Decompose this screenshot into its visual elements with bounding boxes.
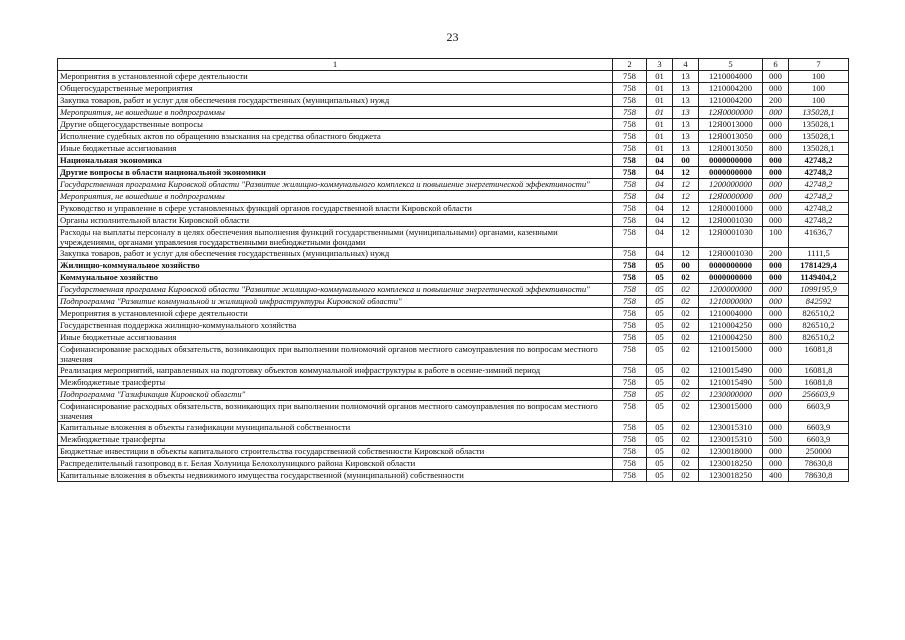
code-cell: 758 xyxy=(613,422,647,434)
row-label: Софинансирование расходных обязательств, возникающих при выполнении полномочий органов местного самоуправления по вопросам местного значения xyxy=(58,401,613,422)
code-cell: 13 xyxy=(673,95,699,107)
code-cell: 758 xyxy=(613,119,647,131)
code-cell: 000 xyxy=(763,215,789,227)
code-cell: 12 xyxy=(673,248,699,260)
row-label: Распределительный газопровод в г. Белая Холуница Белохолуницкого района Кировской области xyxy=(58,458,613,470)
code-cell: 758 xyxy=(613,344,647,365)
code-cell: 12Я0013050 xyxy=(699,143,763,155)
code-cell: 05 xyxy=(647,308,673,320)
column-header: 6 xyxy=(763,59,789,71)
code-cell: 12 xyxy=(673,167,699,179)
code-cell: 000 xyxy=(763,203,789,215)
code-cell: 000 xyxy=(763,107,789,119)
code-cell: 000 xyxy=(763,131,789,143)
table-row xyxy=(58,446,849,458)
code-cell: 000 xyxy=(763,308,789,320)
code-cell: 000 xyxy=(763,71,789,83)
code-cell: 758 xyxy=(613,365,647,377)
code-cell: 000 xyxy=(763,83,789,95)
row-label: Мероприятия, не вошедшие в подпрограммы xyxy=(58,191,613,203)
code-cell: 04 xyxy=(647,155,673,167)
code-cell: 200 xyxy=(763,95,789,107)
table-row xyxy=(58,365,849,377)
code-cell: 758 xyxy=(613,83,647,95)
row-label: Иные бюджетные ассигнования xyxy=(58,332,613,344)
code-cell: 1230018250 xyxy=(699,458,763,470)
amount-cell: 1149404,2 xyxy=(789,272,849,284)
code-cell: 000 xyxy=(763,458,789,470)
code-cell: 758 xyxy=(613,284,647,296)
table-header-row xyxy=(58,59,849,71)
code-cell: 758 xyxy=(613,470,647,482)
code-cell: 758 xyxy=(613,296,647,308)
code-cell: 1230015310 xyxy=(699,434,763,446)
code-cell: 1230015000 xyxy=(699,401,763,422)
code-cell: 02 xyxy=(673,422,699,434)
code-cell: 000 xyxy=(763,446,789,458)
amount-cell: 250000 xyxy=(789,446,849,458)
amount-cell: 1111,5 xyxy=(789,248,849,260)
code-cell: 400 xyxy=(763,470,789,482)
row-label: Закупка товаров, работ и услуг для обеспечения государственных (муниципальных) нужд xyxy=(58,95,613,107)
code-cell: 12 xyxy=(673,191,699,203)
code-cell: 758 xyxy=(613,272,647,284)
row-label: Расходы на выплаты персоналу в целях обеспечения выполнения функций государственными (муниципальными) органами, казенными учреждениями, органами управления государственными внебюджетными фондами xyxy=(58,227,613,248)
code-cell: 05 xyxy=(647,422,673,434)
code-cell: 04 xyxy=(647,215,673,227)
row-label: Мероприятия в установленной сфере деятельности xyxy=(58,71,613,83)
table-row xyxy=(58,248,849,260)
amount-cell: 826510,2 xyxy=(789,332,849,344)
budget-table xyxy=(57,58,849,482)
code-cell: 000 xyxy=(763,422,789,434)
code-cell: 758 xyxy=(613,155,647,167)
row-label: Органы исполнительной власти Кировской области xyxy=(58,215,613,227)
code-cell: 05 xyxy=(647,389,673,401)
table-row xyxy=(58,215,849,227)
amount-cell: 826510,2 xyxy=(789,308,849,320)
code-cell: 04 xyxy=(647,167,673,179)
code-cell: 02 xyxy=(673,389,699,401)
code-cell: 000 xyxy=(763,389,789,401)
code-cell: 758 xyxy=(613,191,647,203)
code-cell: 000 xyxy=(763,272,789,284)
table-row xyxy=(58,107,849,119)
code-cell: 01 xyxy=(647,107,673,119)
code-cell: 12Я0013000 xyxy=(699,119,763,131)
code-cell: 12Я0000000 xyxy=(699,107,763,119)
amount-cell: 16081,8 xyxy=(789,365,849,377)
code-cell: 02 xyxy=(673,344,699,365)
code-cell: 02 xyxy=(673,377,699,389)
amount-cell: 42748,2 xyxy=(789,155,849,167)
code-cell: 02 xyxy=(673,332,699,344)
row-label: Жилищно-коммунальное хозяйство xyxy=(58,260,613,272)
code-cell: 05 xyxy=(647,401,673,422)
table-row xyxy=(58,434,849,446)
table-row xyxy=(58,284,849,296)
amount-cell: 42748,2 xyxy=(789,191,849,203)
code-cell: 1210004200 xyxy=(699,95,763,107)
column-header: 3 xyxy=(647,59,673,71)
table-row xyxy=(58,71,849,83)
code-cell: 1230018000 xyxy=(699,446,763,458)
code-cell: 02 xyxy=(673,284,699,296)
code-cell: 1210004200 xyxy=(699,83,763,95)
column-header: 7 xyxy=(789,59,849,71)
row-label: Подпрограмма "Газификация Кировской области" xyxy=(58,389,613,401)
code-cell: 04 xyxy=(647,191,673,203)
table-row xyxy=(58,143,849,155)
code-cell: 500 xyxy=(763,434,789,446)
amount-cell: 842592 xyxy=(789,296,849,308)
code-cell: 01 xyxy=(647,119,673,131)
code-cell: 1230015310 xyxy=(699,422,763,434)
code-cell: 000 xyxy=(763,119,789,131)
table-row xyxy=(58,155,849,167)
code-cell: 758 xyxy=(613,320,647,332)
code-cell: 05 xyxy=(647,377,673,389)
amount-cell: 42748,2 xyxy=(789,203,849,215)
code-cell: 05 xyxy=(647,284,673,296)
code-cell: 758 xyxy=(613,401,647,422)
amount-cell: 16081,8 xyxy=(789,344,849,365)
code-cell: 758 xyxy=(613,260,647,272)
code-cell: 13 xyxy=(673,131,699,143)
table-row xyxy=(58,260,849,272)
code-cell: 0000000000 xyxy=(699,155,763,167)
code-cell: 13 xyxy=(673,71,699,83)
code-cell: 05 xyxy=(647,434,673,446)
row-label: Софинансирование расходных обязательств, возникающих при выполнении полномочий органов местного самоуправления по вопросам местного значения xyxy=(58,344,613,365)
code-cell: 1210004000 xyxy=(699,308,763,320)
code-cell: 000 xyxy=(763,401,789,422)
code-cell: 12Я0001030 xyxy=(699,248,763,260)
code-cell: 02 xyxy=(673,272,699,284)
code-cell: 758 xyxy=(613,107,647,119)
code-cell: 000 xyxy=(763,296,789,308)
code-cell: 12 xyxy=(673,203,699,215)
code-cell: 12Я0001000 xyxy=(699,203,763,215)
code-cell: 758 xyxy=(613,203,647,215)
code-cell: 1210015490 xyxy=(699,377,763,389)
code-cell: 12 xyxy=(673,215,699,227)
table-row xyxy=(58,296,849,308)
row-label: Бюджетные инвестиции в объекты капитального строительства государственной собственности Кировской области xyxy=(58,446,613,458)
amount-cell: 78630,8 xyxy=(789,470,849,482)
table-row xyxy=(58,95,849,107)
row-label: Подпрограмма "Развитие коммунальной и жилищной инфраструктуры Кировской области" xyxy=(58,296,613,308)
code-cell: 01 xyxy=(647,95,673,107)
row-label: Мероприятия в установленной сфере деятельности xyxy=(58,308,613,320)
table-row xyxy=(58,377,849,389)
code-cell: 0000000000 xyxy=(699,260,763,272)
table-row xyxy=(58,131,849,143)
table-row xyxy=(58,320,849,332)
code-cell: 758 xyxy=(613,377,647,389)
row-label: Реализация мероприятий, направленных на подготовку объектов коммунальной инфраструктуры к работе в осенне-зимний период xyxy=(58,365,613,377)
code-cell: 05 xyxy=(647,446,673,458)
code-cell: 04 xyxy=(647,203,673,215)
table-row xyxy=(58,119,849,131)
code-cell: 02 xyxy=(673,365,699,377)
table-row xyxy=(58,272,849,284)
code-cell: 000 xyxy=(763,260,789,272)
amount-cell: 41636,7 xyxy=(789,227,849,248)
code-cell: 000 xyxy=(763,155,789,167)
code-cell: 02 xyxy=(673,434,699,446)
row-label: Иные бюджетные ассигнования xyxy=(58,143,613,155)
row-label: Национальная экономика xyxy=(58,155,613,167)
code-cell: 04 xyxy=(647,179,673,191)
amount-cell: 16081,8 xyxy=(789,377,849,389)
code-cell: 05 xyxy=(647,272,673,284)
amount-cell: 135028,1 xyxy=(789,107,849,119)
table-row xyxy=(58,344,849,365)
table-row xyxy=(58,203,849,215)
code-cell: 01 xyxy=(647,131,673,143)
amount-cell: 6603,9 xyxy=(789,422,849,434)
row-label: Капитальные вложения в объекты недвижимого имущества государственной (муниципальной) собственности xyxy=(58,470,613,482)
amount-cell: 6603,9 xyxy=(789,434,849,446)
code-cell: 04 xyxy=(647,248,673,260)
row-label: Межбюджетные трансферты xyxy=(58,377,613,389)
code-cell: 12Я0000000 xyxy=(699,191,763,203)
amount-cell: 42748,2 xyxy=(789,167,849,179)
code-cell: 12 xyxy=(673,179,699,191)
table-row xyxy=(58,227,849,248)
code-cell: 758 xyxy=(613,143,647,155)
column-header: 2 xyxy=(613,59,647,71)
code-cell: 13 xyxy=(673,107,699,119)
code-cell: 00 xyxy=(673,155,699,167)
row-label: Другие общегосударственные вопросы xyxy=(58,119,613,131)
code-cell: 1230000000 xyxy=(699,389,763,401)
code-cell: 1210000000 xyxy=(699,296,763,308)
table-row xyxy=(58,167,849,179)
code-cell: 12Я0001030 xyxy=(699,227,763,248)
amount-cell: 42748,2 xyxy=(789,215,849,227)
code-cell: 02 xyxy=(673,470,699,482)
table-row xyxy=(58,83,849,95)
code-cell: 02 xyxy=(673,458,699,470)
code-cell: 758 xyxy=(613,332,647,344)
code-cell: 758 xyxy=(613,95,647,107)
column-header: 1 xyxy=(58,59,613,71)
page-number: 23 xyxy=(446,30,459,44)
code-cell: 05 xyxy=(647,458,673,470)
table-row xyxy=(58,332,849,344)
code-cell: 1210015490 xyxy=(699,365,763,377)
row-label: Другие вопросы в области национальной экономики xyxy=(58,167,613,179)
code-cell: 12Я0013050 xyxy=(699,131,763,143)
code-cell: 05 xyxy=(647,344,673,365)
code-cell: 758 xyxy=(613,215,647,227)
code-cell: 758 xyxy=(613,389,647,401)
row-label: Руководство и управление в сфере установленных функций органов государственной власти Кировской области xyxy=(58,203,613,215)
code-cell: 05 xyxy=(647,320,673,332)
code-cell: 02 xyxy=(673,446,699,458)
amount-cell: 6603,9 xyxy=(789,401,849,422)
code-cell: 758 xyxy=(613,71,647,83)
code-cell: 12 xyxy=(673,227,699,248)
table-row xyxy=(58,422,849,434)
code-cell: 02 xyxy=(673,320,699,332)
code-cell: 758 xyxy=(613,308,647,320)
code-cell: 100 xyxy=(763,227,789,248)
table-row xyxy=(58,401,849,422)
row-label: Капитальные вложения в объекты газификации муниципальной собственности xyxy=(58,422,613,434)
code-cell: 1210015000 xyxy=(699,344,763,365)
table-row xyxy=(58,308,849,320)
code-cell: 000 xyxy=(763,191,789,203)
row-label: Мероприятия, не вошедшие в подпрограммы xyxy=(58,107,613,119)
code-cell: 758 xyxy=(613,248,647,260)
code-cell: 200 xyxy=(763,248,789,260)
code-cell: 758 xyxy=(613,227,647,248)
code-cell: 05 xyxy=(647,332,673,344)
table-row xyxy=(58,191,849,203)
column-header: 4 xyxy=(673,59,699,71)
row-label: Государственная программа Кировской области "Развитие жилищно-коммунального комплекса и повышение энергетической эффективности" xyxy=(58,179,613,191)
row-label: Государственная поддержка жилищно-коммунального хозяйства xyxy=(58,320,613,332)
code-cell: 04 xyxy=(647,227,673,248)
amount-cell: 256603,9 xyxy=(789,389,849,401)
amount-cell: 826510,2 xyxy=(789,320,849,332)
code-cell: 000 xyxy=(763,320,789,332)
code-cell: 02 xyxy=(673,401,699,422)
code-cell: 0000000000 xyxy=(699,167,763,179)
row-label: Закупка товаров, работ и услуг для обеспечения государственных (муниципальных) нужд xyxy=(58,248,613,260)
row-label: Исполнение судебных актов по обращению взыскания на средства областного бюджета xyxy=(58,131,613,143)
code-cell: 01 xyxy=(647,143,673,155)
code-cell: 00 xyxy=(673,260,699,272)
amount-cell: 135028,1 xyxy=(789,131,849,143)
code-cell: 1200000000 xyxy=(699,179,763,191)
code-cell: 13 xyxy=(673,119,699,131)
code-cell: 02 xyxy=(673,308,699,320)
table-row xyxy=(58,458,849,470)
row-label: Общегосударственные мероприятия xyxy=(58,83,613,95)
code-cell: 800 xyxy=(763,332,789,344)
code-cell: 1210004250 xyxy=(699,320,763,332)
code-cell: 12Я0001030 xyxy=(699,215,763,227)
code-cell: 758 xyxy=(613,458,647,470)
code-cell: 1210004000 xyxy=(699,71,763,83)
amount-cell: 100 xyxy=(789,83,849,95)
code-cell: 05 xyxy=(647,470,673,482)
code-cell: 1200000000 xyxy=(699,284,763,296)
code-cell: 758 xyxy=(613,179,647,191)
table-row xyxy=(58,179,849,191)
row-label: Межбюджетные трансферты xyxy=(58,434,613,446)
amount-cell: 78630,8 xyxy=(789,458,849,470)
amount-cell: 1099195,9 xyxy=(789,284,849,296)
table-row xyxy=(58,389,849,401)
row-label: Государственная программа Кировской области "Развитие жилищно-коммунального комплекса и повышение энергетической эффективности" xyxy=(58,284,613,296)
code-cell: 05 xyxy=(647,296,673,308)
code-cell: 01 xyxy=(647,83,673,95)
amount-cell: 100 xyxy=(789,95,849,107)
amount-cell: 100 xyxy=(789,71,849,83)
code-cell: 13 xyxy=(673,143,699,155)
amount-cell: 135028,1 xyxy=(789,119,849,131)
code-cell: 05 xyxy=(647,365,673,377)
code-cell: 02 xyxy=(673,296,699,308)
code-cell: 000 xyxy=(763,179,789,191)
code-cell: 758 xyxy=(613,446,647,458)
column-header: 5 xyxy=(699,59,763,71)
code-cell: 1210004250 xyxy=(699,332,763,344)
code-cell: 000 xyxy=(763,365,789,377)
code-cell: 13 xyxy=(673,83,699,95)
row-label: Коммунальное хозяйство xyxy=(58,272,613,284)
code-cell: 1230018250 xyxy=(699,470,763,482)
code-cell: 758 xyxy=(613,434,647,446)
code-cell: 000 xyxy=(763,167,789,179)
code-cell: 01 xyxy=(647,71,673,83)
code-cell: 758 xyxy=(613,131,647,143)
code-cell: 500 xyxy=(763,377,789,389)
code-cell: 800 xyxy=(763,143,789,155)
amount-cell: 42748,2 xyxy=(789,179,849,191)
table-row xyxy=(58,470,849,482)
code-cell: 05 xyxy=(647,260,673,272)
code-cell: 0000000000 xyxy=(699,272,763,284)
code-cell: 000 xyxy=(763,284,789,296)
code-cell: 758 xyxy=(613,167,647,179)
code-cell: 000 xyxy=(763,344,789,365)
amount-cell: 1781429,4 xyxy=(789,260,849,272)
amount-cell: 135028,1 xyxy=(789,143,849,155)
